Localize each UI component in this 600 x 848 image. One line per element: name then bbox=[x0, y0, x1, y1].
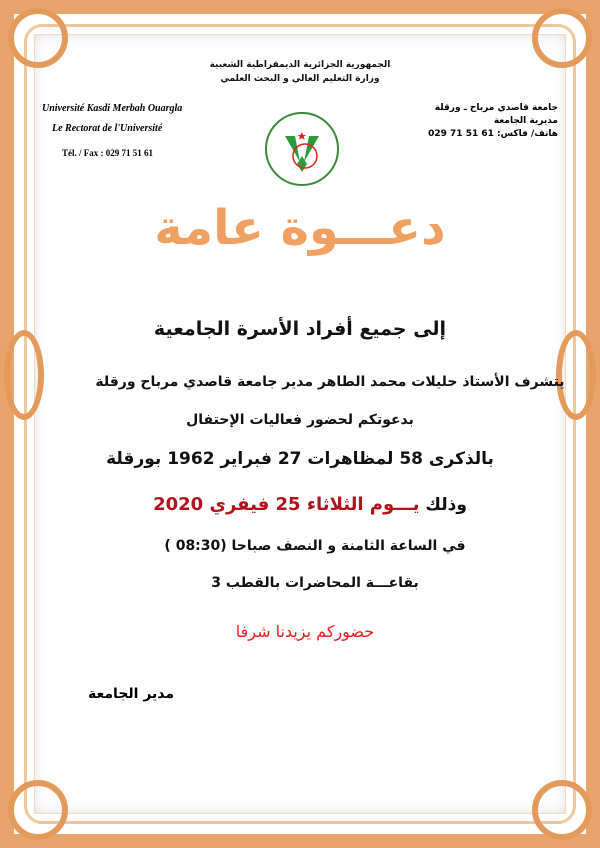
fr-phone: Tél. / Fax : 029 71 51 61 bbox=[62, 148, 153, 158]
ar-phone: هاتف/ فاكس: 61 51 71 029 bbox=[428, 129, 558, 139]
corner-ornament bbox=[8, 8, 68, 68]
corner-ornament bbox=[532, 8, 592, 68]
event-location: بقاعـــة المحاضرات بالقطب 3 bbox=[211, 575, 419, 591]
signature-title: مدير الجامعة bbox=[88, 686, 175, 702]
fr-rectorat: Le Rectorat de l'Université bbox=[52, 123, 163, 134]
corner-ornament bbox=[532, 780, 592, 840]
closing-line: حضوركم يزيدنا شرفا bbox=[235, 622, 375, 641]
logo-emblem-icon bbox=[267, 114, 337, 184]
date-prefix: وذلك bbox=[425, 495, 467, 515]
university-logo bbox=[265, 112, 339, 186]
corner-ornament bbox=[8, 780, 68, 840]
republic-header: الجمهورية الجزائرية الديمقراطية الشعبية bbox=[209, 60, 391, 70]
event-date-line bbox=[0, 494, 600, 515]
event-time: في الساعة الثامنة و النصف صباحا (08:30 ) bbox=[164, 538, 466, 554]
invitation-line-3: بالذكرى 58 لمظاهرات 27 فبراير 1962 بورقلة bbox=[106, 449, 494, 469]
invitation-title: دعـــوة عامة bbox=[154, 200, 446, 256]
recipient-line: إلى جميع أفراد الأسرة الجامعية bbox=[153, 318, 447, 340]
ar-university-name: جامعة قاصدي مرباح ـ ورقلة bbox=[434, 103, 558, 113]
invitation-line-1: يتشرف الأستاذ حليلات محمد الطاهر مدير جامعة قاصدي مرباح ورقلة bbox=[95, 374, 565, 390]
invitation-line-2: بدعوتكم لحضور فعاليات الإحتفال bbox=[186, 412, 414, 428]
fr-university-name: Université Kasdi Merbah Ouargla bbox=[42, 103, 183, 114]
ar-directorate: مديرية الجامعة bbox=[493, 116, 558, 126]
event-date: يـــوم الثلاثاء 25 فيفري 2020 bbox=[153, 494, 420, 515]
ministry-header: وزارة التعليم العالي و البحث العلمي bbox=[220, 74, 380, 84]
